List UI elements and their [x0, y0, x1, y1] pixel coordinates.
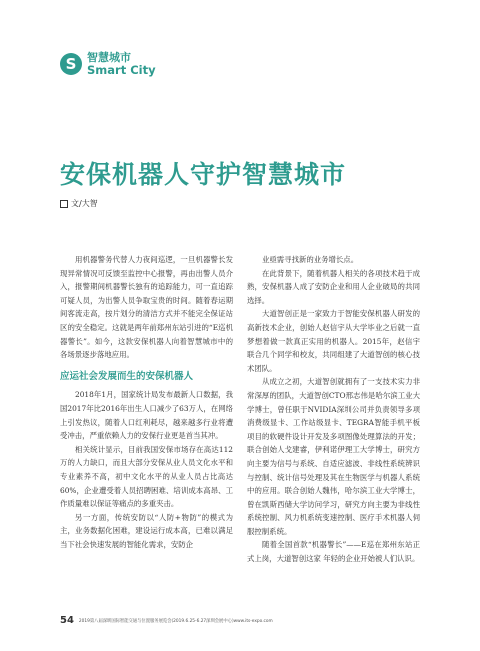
page-footer [60, 615, 273, 626]
paragraph: 随着全国首款“机器警长”——E巡在郑州东站正式上岗，大道智创这家 年轻的企业开始被人们认识。 [247, 540, 420, 564]
section-heading: 应运社会发展而生的安保机器人 [60, 370, 194, 382]
page-number: 54 [60, 615, 74, 626]
paragraph: 另一方面，传统安防以“人防+物防”的模式为主，业务数据化困难，建设运行成本高，已难以满足当下社会快速发展的智能化需求，安防企 [60, 512, 233, 549]
section-title-en: Smart City [87, 62, 156, 77]
author-name: 文/大智 [71, 199, 98, 208]
article-title: 安保机器人守护智慧城市 [60, 160, 347, 189]
author-line [60, 198, 98, 209]
square-bullet-icon [60, 200, 68, 208]
right-column [247, 253, 420, 566]
footer-text: 2019第八届深圳国际智能交通与位置服务展览会(2019.6.25-6.27深圳会展中心)www.its-expo.com [78, 618, 273, 624]
section-title-cn: 智慧城市 [87, 50, 131, 64]
paragraph: 2018年1月，国家统计局发布最新人口数据，我国2017年比2016年出生人口减少了63万人，在网络上引发热议，随着人口红利耗尽，越来越多行业将遭受冲击，严重依赖人力的安保行业更是首当其冲。 [60, 390, 233, 441]
section-label [87, 52, 156, 77]
left-column [60, 253, 233, 551]
paragraph: 大道智创正是一家致力于智能安保机器人研发的高新技术企业，创始人赵信宇从大学毕业之后就一直梦想着做一款真正实用的机器人。2015年，赵信宇联合几个同学和校友，共同组建了大道智创的核心技术团队。 [247, 309, 420, 373]
smart-city-logo-icon: S [60, 53, 82, 75]
paragraph: 相关统计显示，目前我国安保市场存在高达112万的人力缺口，而且大部分安保从业人员文化水平和专业素养不高，初中文化水平的从业人员占比高达60%，企业遭受着人员招聘困难、培训成本高昂、工作质量难以保证等痛点的多重夹击。 [60, 444, 233, 509]
section-header [60, 51, 156, 77]
paragraph: 从成立之初，大道智创就拥有了一支技术实力非常深厚的团队，大道智创CTO邢志伟是哈尔滨工业大学博士，曾任职于NVIDIA深圳公司并负责领导多项消费级显卡、工作站级显卡、TEGRA智能手机平板项目的软硬件设计开发及多项图像处理算法的开发；联合创始人戈建睿，伊利诺伊理工大学博士，研究方向主要为信号与系统、自适应滤波、非线性系统辨识与控制、统计信号处理及其在生物医学与机器人系统中的应用。联合创始人魏伟，哈尔滨工业大学博士，曾在凯斯西储大学访问学习，研究方向主要为非线性系统控制、风力机系统变速控制、医疗手术机器人伺服控制系统。 [247, 377, 420, 536]
paragraph: 在此背景下，随着机器人相关的各项技术趋于成熟，安保机器人成了安防企业和用人企业破局的共同选择。 [247, 268, 420, 305]
paragraph: 用机器警务代替人力夜间巡逻，一旦机器警长发现异常情况可反馈至监控中心报警，再由出警人员介入，报警期间机器警长独有的追踪能力，可一直追踪可疑人员，为出警人员争取宝贵的时间。随着春运期间客流走高，按片划分的清洁方式并不能完全保证站区的安全稳定。这就是两年前郑州东站引进的“E巡机器警长”。如今，这款安保机器人向着智慧城市中的各场景逐步落地应用。 [60, 255, 233, 360]
paragraph: 业亟需寻找新的业务增长点。 [262, 255, 359, 264]
